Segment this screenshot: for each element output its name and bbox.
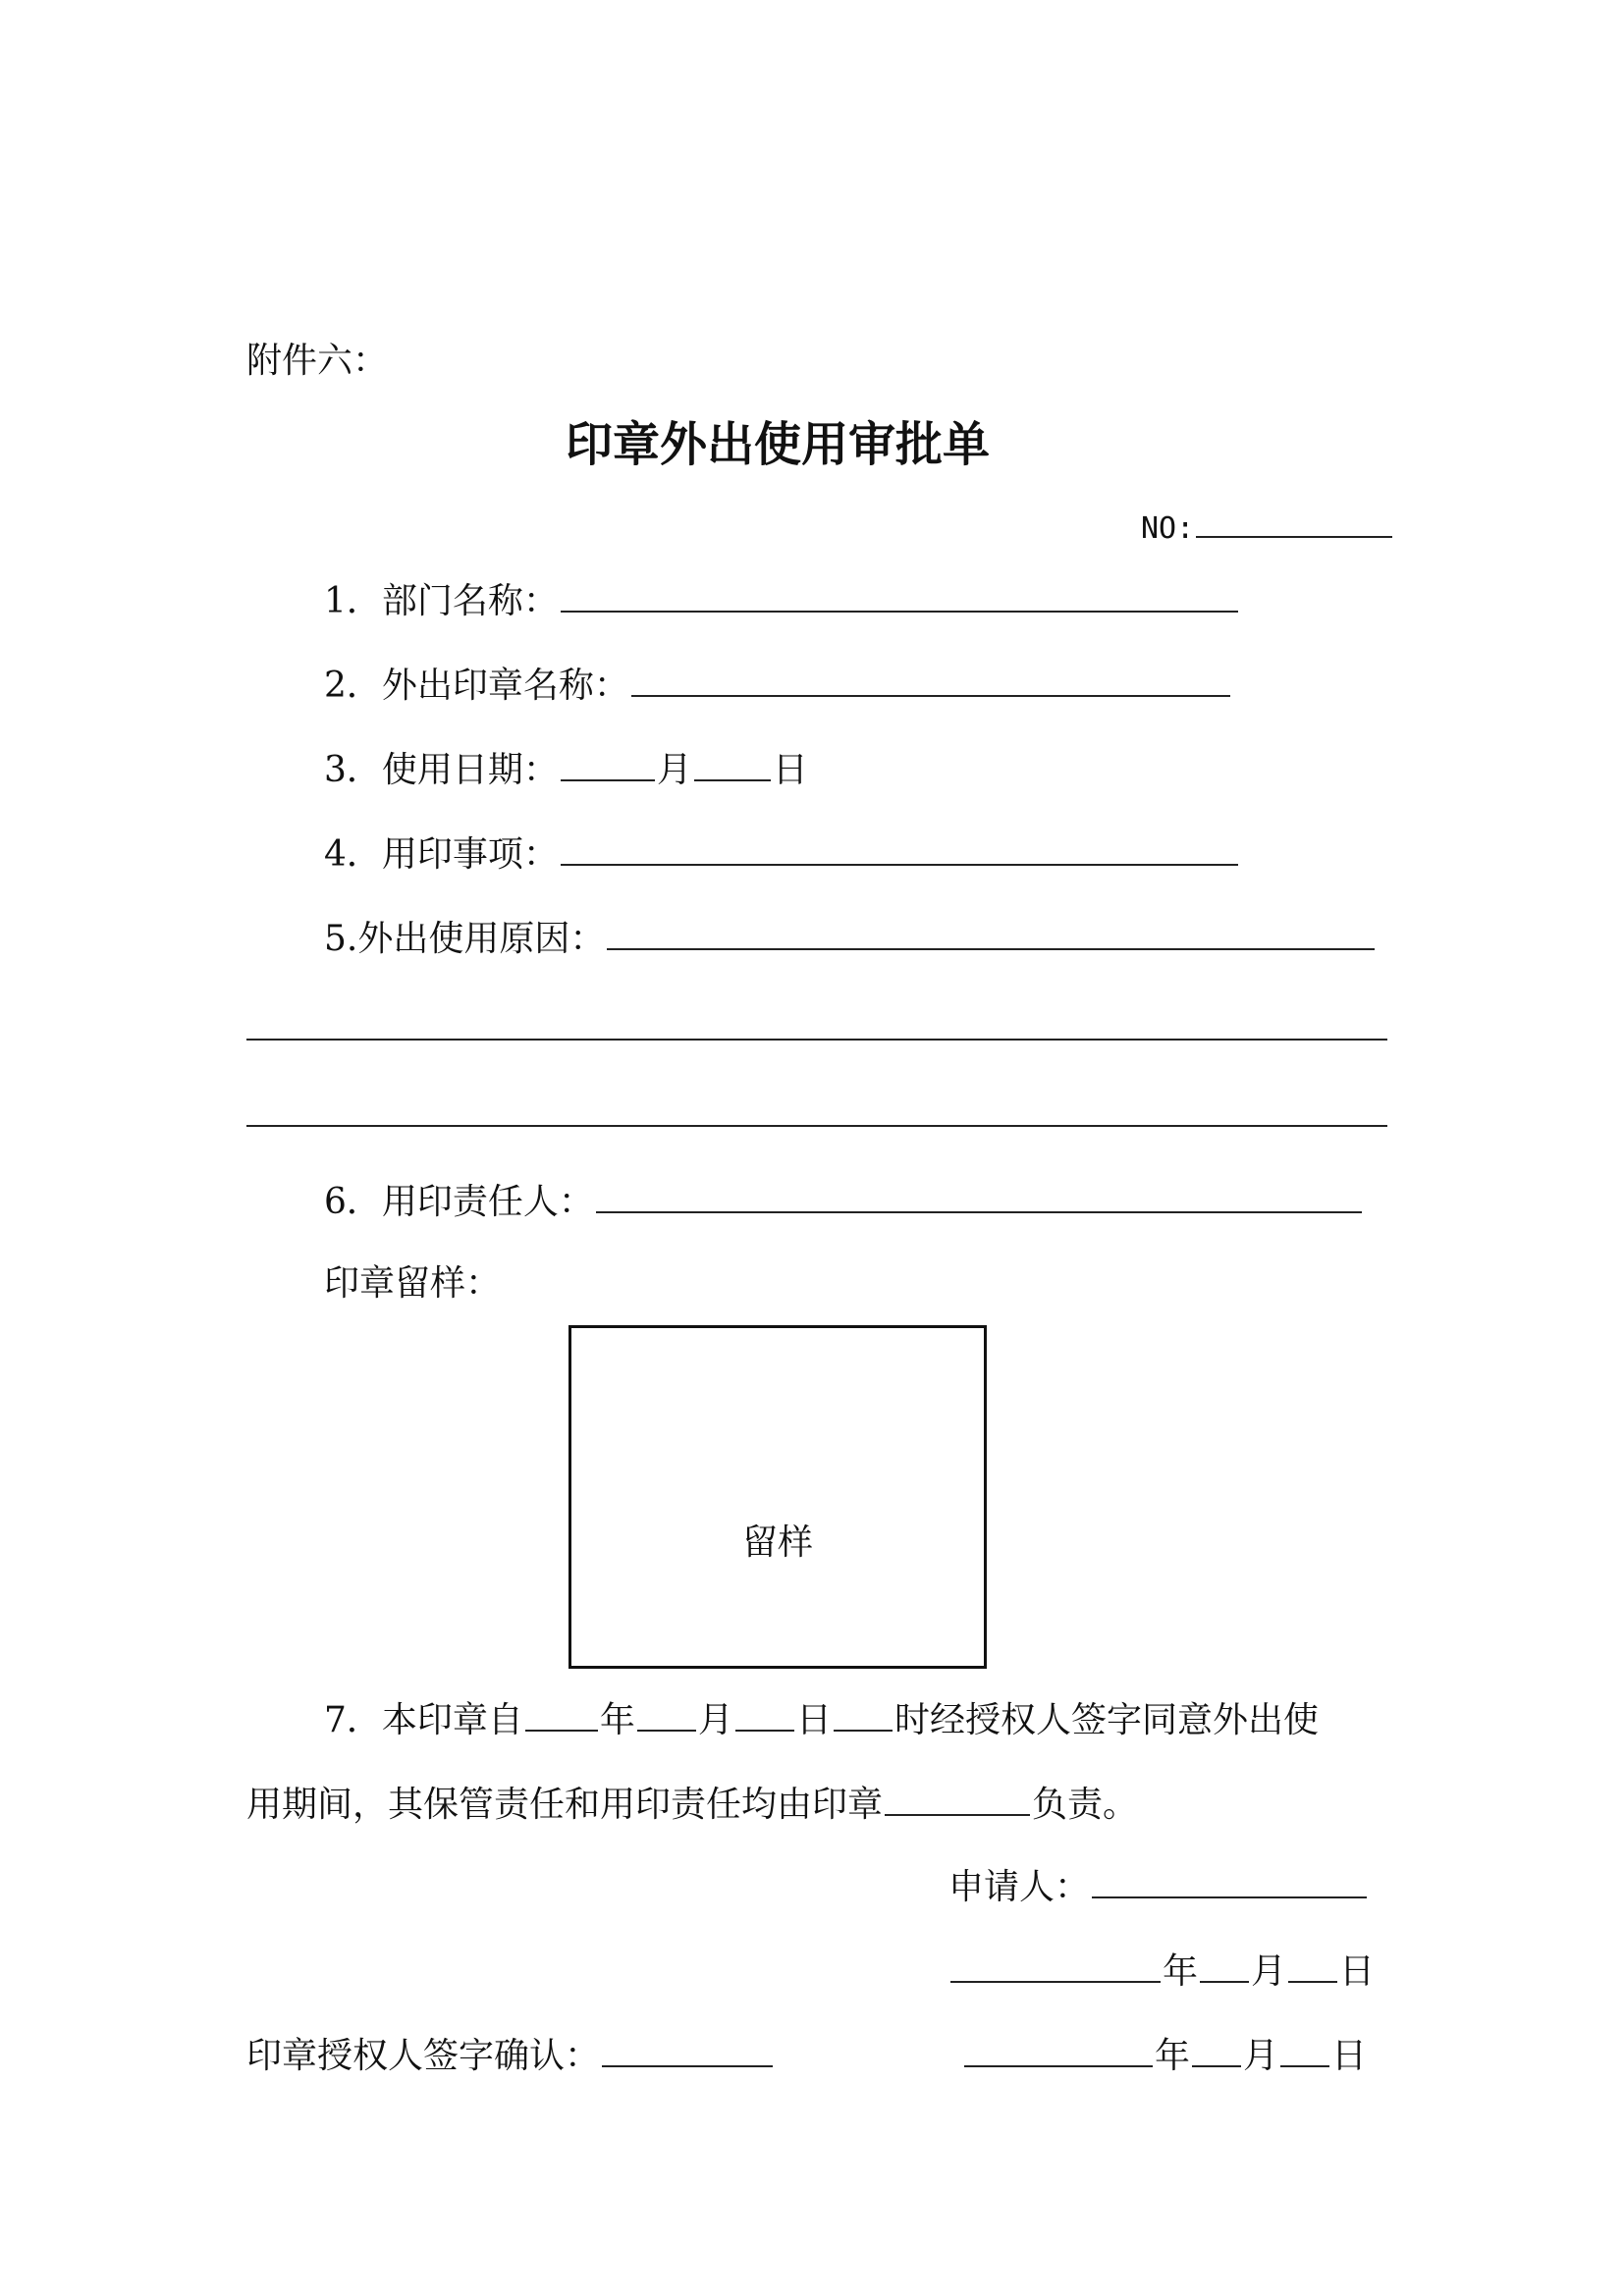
date-day-blank[interactable] (694, 746, 771, 781)
clause7-hour-text: 时经授权人签字同意外出使 (893, 1700, 1319, 1740)
applicant-month-label: 月 (1251, 1951, 1287, 1992)
dept-row (324, 577, 1240, 623)
seal-sample-box[interactable] (568, 1325, 987, 1669)
number-field[interactable] (1141, 503, 1394, 551)
authorizer-year-label: 年 (1155, 2036, 1191, 2076)
clause7-line1 (324, 1696, 1319, 1742)
applicant-label: 申请人： (948, 1867, 1091, 1907)
applicant-day-blank[interactable] (1288, 1948, 1337, 1983)
seal-name-row (324, 662, 1232, 708)
clause7-line2-suffix: 负责。 (1032, 1785, 1139, 1825)
responsible-row (324, 1178, 1364, 1224)
authorizer-blank[interactable] (602, 2032, 773, 2067)
authorizer-day-label: 日 (1331, 2036, 1368, 2076)
seal-name-blank[interactable] (631, 662, 1230, 697)
authorizer-year-blank[interactable] (964, 2032, 1153, 2067)
date-month-label: 月 (656, 750, 692, 790)
matter-label: 4．用印事项： (324, 834, 559, 875)
clause7-year-blank[interactable] (525, 1696, 598, 1732)
reason-line-2[interactable] (246, 1039, 1387, 1041)
date-label: 3．使用日期： (324, 750, 559, 790)
reason-label: 5.外出使用原因： (324, 919, 606, 959)
authorizer-date-row (962, 2032, 1367, 2078)
number-blank[interactable] (1196, 503, 1392, 538)
clause7-day-label: 日 (795, 1700, 832, 1740)
clause7-custodian-blank[interactable] (885, 1781, 1030, 1816)
clause7-month-label: 月 (697, 1700, 733, 1740)
responsible-blank[interactable] (596, 1178, 1362, 1213)
number-label: NO: (1141, 511, 1195, 546)
clause7-prefix: 7．本印章自 (324, 1700, 523, 1740)
clause7-line2-prefix: 用期间，其保管责任和用印责任均由印章 (246, 1785, 884, 1825)
dept-label: 1．部门名称： (324, 581, 559, 621)
applicant-month-blank[interactable] (1200, 1948, 1249, 1983)
authorizer-label: 印章授权人签字确认： (246, 2036, 601, 2076)
attachment-label: 附件六： (246, 341, 389, 381)
clause7-line2 (246, 1781, 1138, 1827)
authorizer-month-label: 月 (1243, 2036, 1279, 2076)
matter-blank[interactable] (561, 830, 1238, 866)
authorizer-month-blank[interactable] (1192, 2032, 1241, 2067)
date-row (324, 746, 808, 792)
clause7-year-label: 年 (599, 1700, 635, 1740)
responsible-label: 6．用印责任人： (324, 1182, 594, 1222)
authorizer-day-blank[interactable] (1280, 2032, 1329, 2067)
applicant-row (948, 1863, 1369, 1909)
reason-line-3[interactable] (246, 1125, 1387, 1127)
applicant-day-label: 日 (1339, 1951, 1376, 1992)
date-day-label: 日 (772, 750, 808, 790)
applicant-year-blank[interactable] (950, 1948, 1161, 1983)
matter-row (324, 830, 1240, 877)
page-title: 印章外出使用审批单 (565, 417, 990, 472)
sample-label: 印章留样： (324, 1263, 502, 1304)
date-month-blank[interactable] (561, 746, 655, 781)
clause7-month-blank[interactable] (637, 1696, 696, 1732)
applicant-date-row (948, 1948, 1375, 1994)
reason-blank[interactable] (607, 915, 1375, 950)
seal-sample-text: 留样 (741, 1522, 813, 1563)
seal-name-label: 2．外出印章名称： (324, 666, 629, 706)
dept-blank[interactable] (561, 577, 1238, 613)
clause7-day-blank[interactable] (735, 1696, 794, 1732)
reason-row (324, 915, 1377, 961)
applicant-blank[interactable] (1092, 1863, 1367, 1898)
clause7-hour-blank[interactable] (834, 1696, 893, 1732)
applicant-year-label: 年 (1163, 1951, 1199, 1992)
authorizer-row (246, 2032, 775, 2078)
